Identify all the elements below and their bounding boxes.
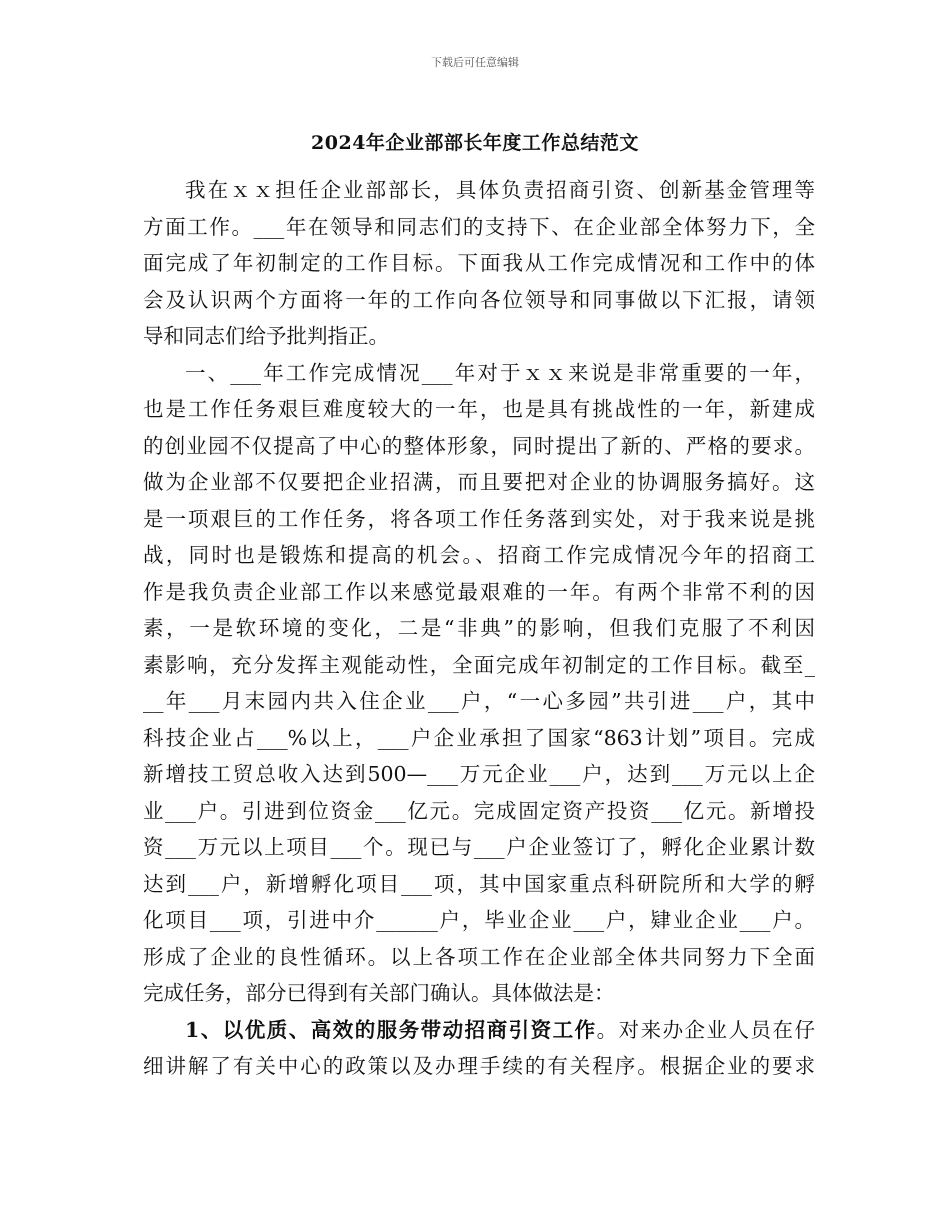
line-text: 方面工作。___年在领导和同志们的支持下、在企业部全体努力下，全 — [143, 214, 815, 239]
paragraph-line — [143, 902, 815, 939]
paragraph-line — [143, 1012, 815, 1049]
line-text: 素影响，充分发挥主观能动性，全面完成年初制定的工作目标。截至_ — [143, 652, 815, 677]
line-text: 素，一是软环境的变化，二是“非典”的影响，但我们克服了不利因 — [143, 616, 815, 640]
line-text: 新增技工贸总收入达到500—___万元企业___户，达到___万元以上企 — [143, 762, 815, 786]
document-body — [143, 172, 815, 1085]
line-text: 化项目___项，引进中介______户，毕业企业___户，肄业企业___户。 — [143, 908, 815, 932]
line-text: 做为企业部不仅要把企业招满，而且要把对企业的协调服务搞好。这 — [143, 470, 815, 494]
paragraph-line — [143, 318, 815, 355]
paragraph-line — [143, 172, 815, 209]
paragraph-line — [143, 683, 815, 720]
line-text: 科技企业占___%以上，___户企业承担了国家“863计划”项目。完成 — [143, 725, 815, 750]
line-text: 资___万元以上项目___个。现已与___户企业签订了，孵化企业累计数 — [143, 835, 815, 859]
paragraph-line — [143, 647, 815, 684]
line-text: 也是工作任务艰巨难度较大的一年，也是具有挑战性的一年，新建成 — [143, 397, 815, 421]
paragraph-line — [143, 209, 815, 246]
paragraph-line — [143, 829, 815, 866]
paragraph-line — [143, 793, 815, 830]
line-text: 一、___年工作完成情况___年对于ｘｘ来说是非常重要的一年， — [185, 360, 815, 385]
paragraph-line — [143, 391, 815, 428]
line-text: 达到___户，新增孵化项目___项，其中国家重点科研院所和大学的孵 — [143, 871, 815, 896]
paragraph-line — [143, 939, 815, 976]
line-text: 是一项艰巨的工作任务，将各项工作任务落到实处，对于我来说是挑 — [143, 506, 815, 531]
line-text: __年___月末园内共入住企业___户，“一心多园”共引进___户，其中 — [143, 689, 815, 713]
paragraph-line — [143, 464, 815, 501]
paragraph-line — [143, 245, 815, 282]
line-text: 会及认识两个方面将一年的工作向各位领导和同事做以下汇报，请领 — [143, 287, 815, 312]
line-text: 完成任务，部分已得到有关部门确认。具体做法是： — [143, 981, 615, 1005]
paragraph-line — [143, 756, 815, 793]
line-text: 业___户。引进到位资金___亿元。完成固定资产投资___亿元。新增投 — [143, 798, 815, 823]
paragraph-line — [143, 428, 815, 465]
line-text: 战，同时也是锻炼和提高的机会。、招商工作完成情况今年的招商工 — [143, 543, 815, 567]
paragraph-line — [143, 1048, 815, 1085]
line-text: 我在ｘｘ担任企业部部长，具体负责招商引资、创新基金管理等 — [185, 178, 815, 202]
line-text: 导和同志们给予批判指正。 — [143, 324, 389, 348]
paragraph-line — [143, 574, 815, 611]
paragraph-line — [143, 355, 815, 392]
line-text: 作是我负责企业部工作以来感觉最艰难的一年。有两个非常不利的因 — [143, 579, 815, 604]
paragraph-line — [143, 282, 815, 319]
line-text: 形成了企业的良性循环。以上各项工作在企业部全体共同努力下全面 — [143, 944, 815, 969]
paragraph-line — [143, 975, 815, 1012]
paragraph-line — [143, 720, 815, 757]
paragraph-line — [143, 501, 815, 538]
line-text: 。对来办企业人员在仔 — [596, 1017, 816, 1042]
line-text: 细讲解了有关中心的政策以及办理手续的有关程序。根据企业的要求 — [143, 1054, 815, 1078]
document-title: 2024年企业部部长年度工作总结范文 — [311, 132, 639, 154]
paragraph-line — [143, 537, 815, 574]
page-header-note: 下载后可任意编辑 — [431, 56, 519, 69]
line-text: 面完成了年初制定的工作目标。下面我从工作完成情况和工作中的体 — [143, 251, 815, 275]
paragraph-line — [143, 866, 815, 903]
section-heading: 1、以优质、高效的服务带动招商引资工作 — [185, 1017, 597, 1042]
paragraph-line — [143, 610, 815, 647]
line-text: 的创业园不仅提高了中心的整体形象，同时提出了新的、严格的要求。 — [143, 433, 815, 458]
